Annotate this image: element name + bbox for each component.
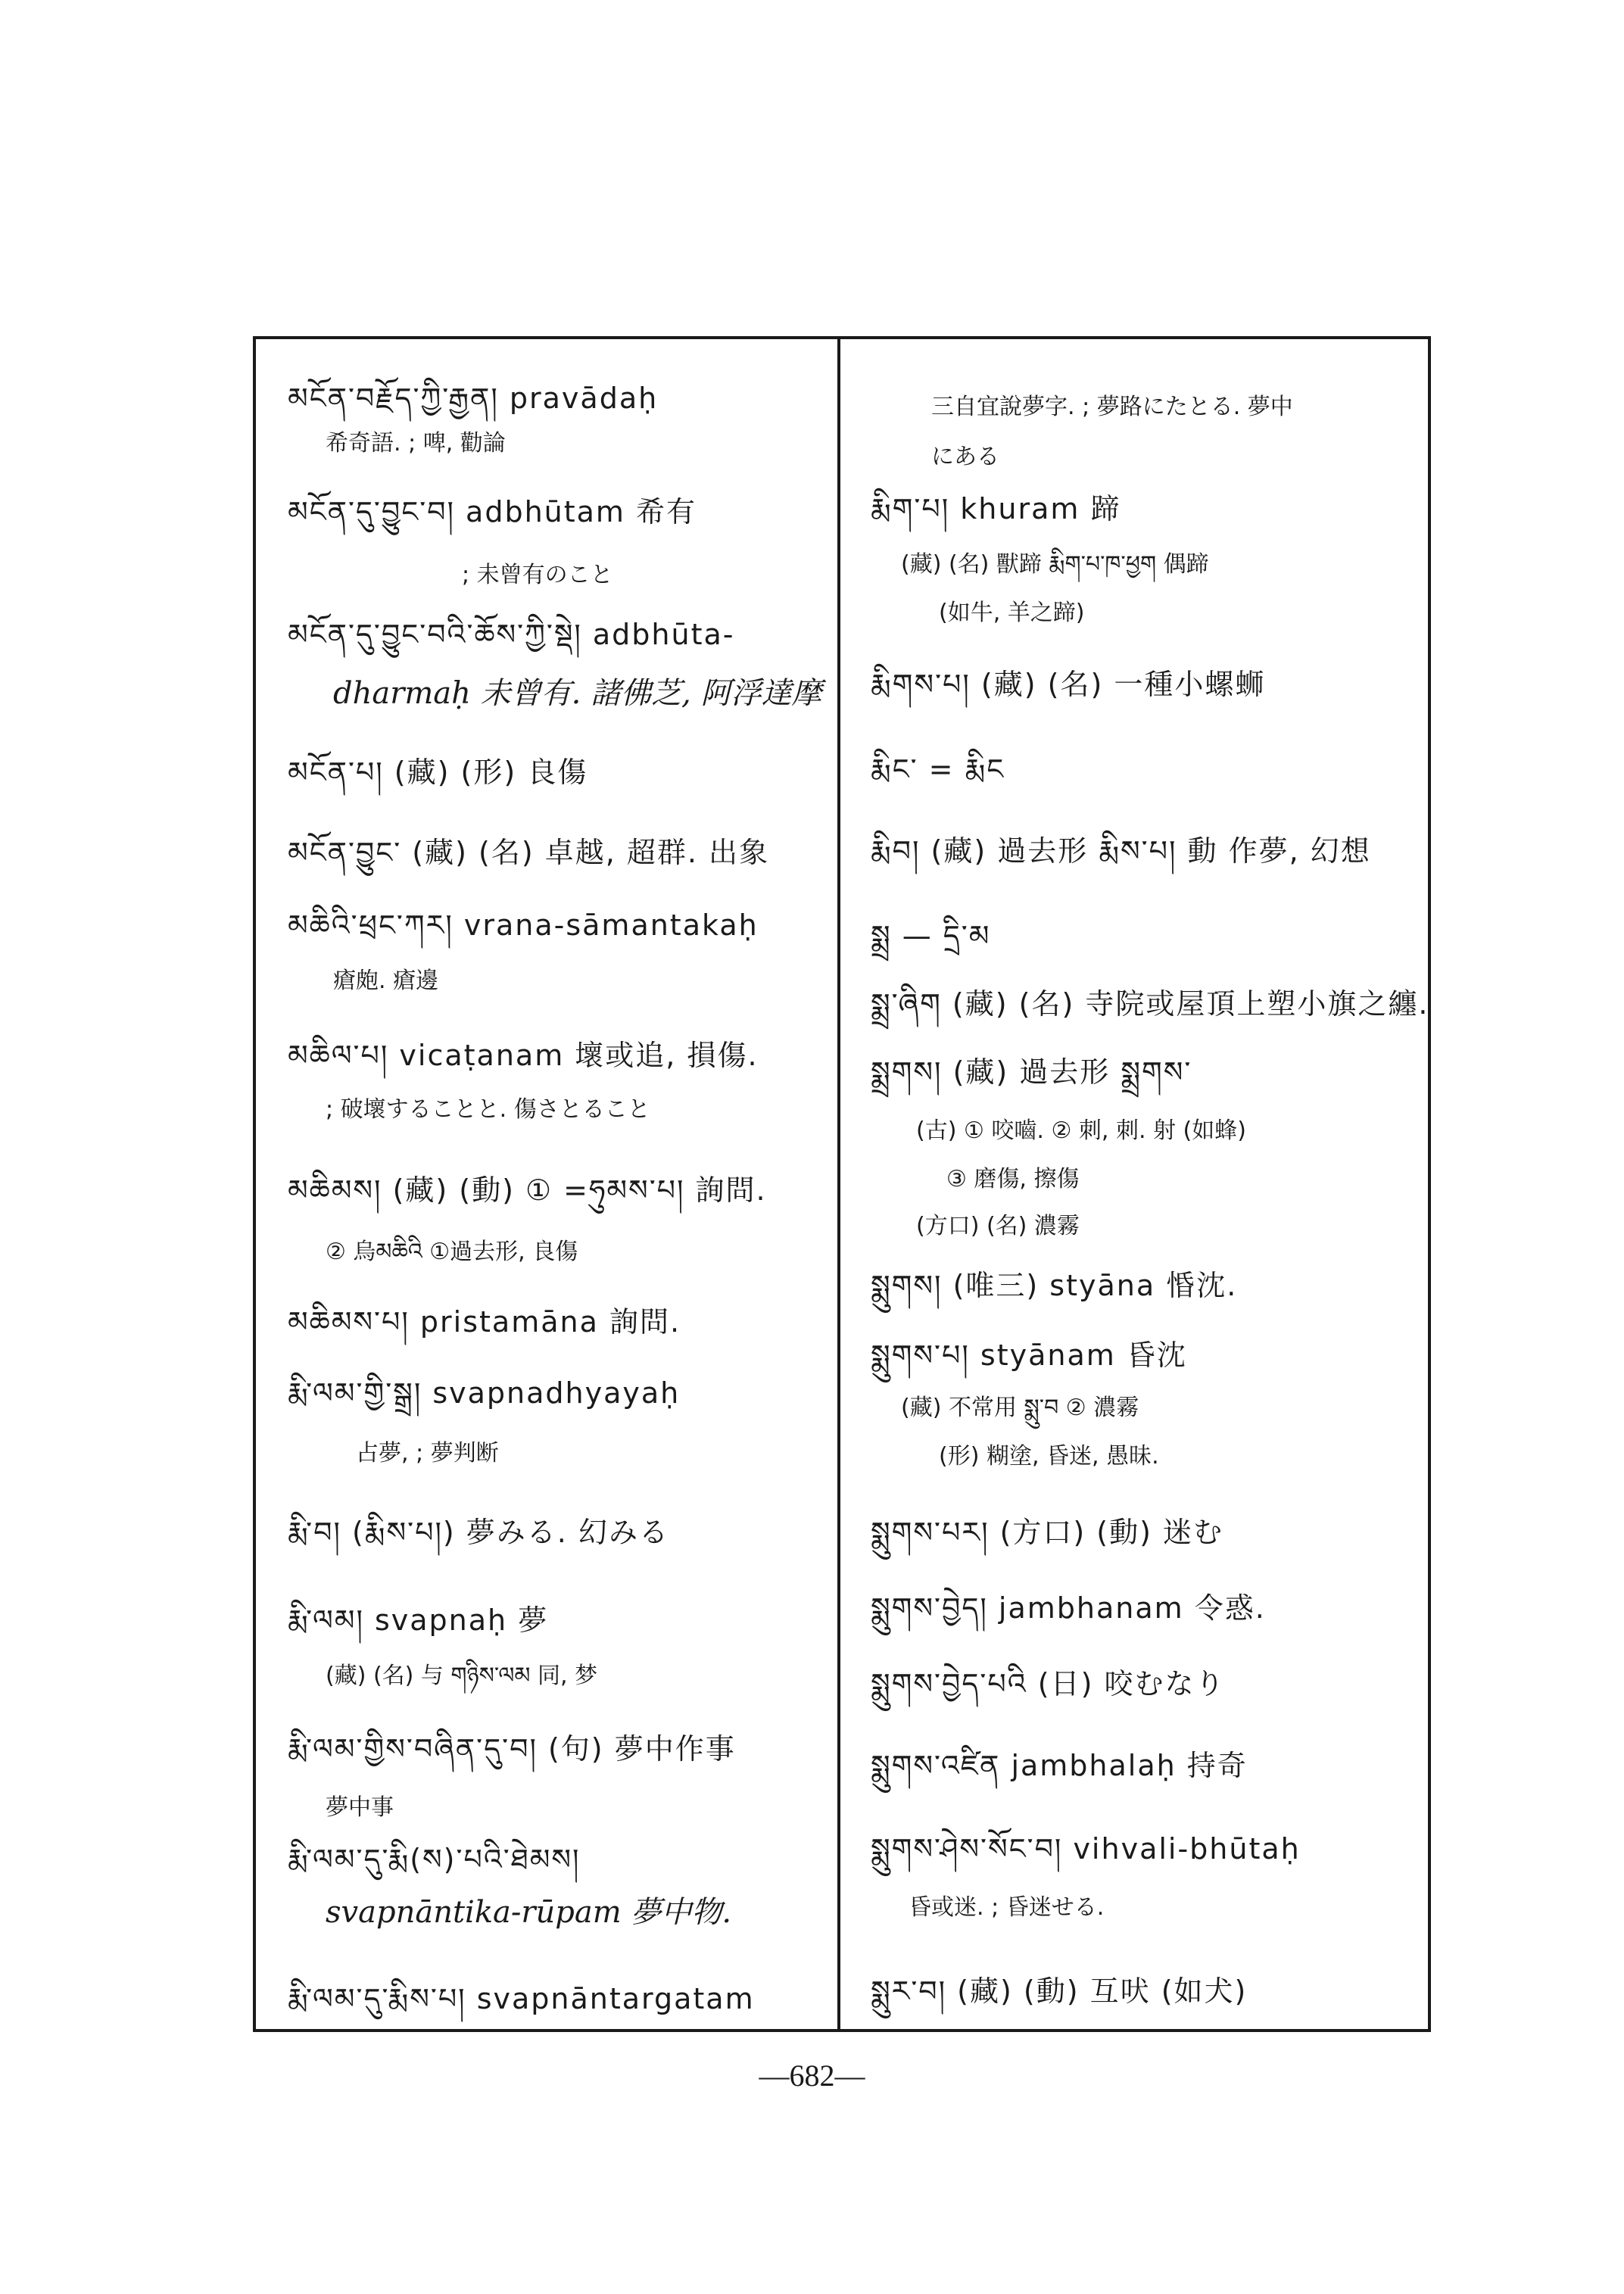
entry-headword: སྨུར་བ། (藏) (動) 互吠 (如犬) [871,1975,1248,2008]
entry-gloss: 三自宜說夢字. ; 夢路にたとる. 夢中 [931,394,1293,420]
entry-headword: སྨྲ — དྲི་མ [871,919,991,952]
entry-headword: སྨུགས་བྱེད། jambhanam 令惑. [871,1591,1266,1625]
entry-gloss: (方口) (名) 濃霧 [916,1213,1080,1239]
entry-gloss: (如牛, 羊之蹄) [939,600,1085,626]
entry-headword: སྨུགས་པར། (方口) (動) 迷む [871,1516,1224,1549]
entry-gloss: 昏或迷. ; 昏迷せる. [909,1894,1105,1921]
entry-headword: མངོན་བརྗོད་ཀྱི་རྒྱན། pravādaḥ [288,382,659,415]
entry-headword: རྨི་ལམ་གྱིས་བཞིན་དུ་བ། (句) 夢中作事 [288,1732,736,1766]
entry-gloss: ③ 磨傷, 擦傷 [946,1166,1080,1192]
entry-headword: མཆིའི་ཕྲང་ཀར། vrana-sāmantakaḥ [288,909,759,942]
entry-headword: རྨི་ལམ་དུ་རྨི(ས)་པའི་ཐེམས། [288,1843,581,1876]
entry-headword: རྨི་བ། (རྨིས་པ།) 夢みる. 幻みる [288,1516,669,1549]
entry-headword: སྨུགས་པ། styānam 昏沈 [871,1339,1187,1372]
entry-headword: སྨུགས་ཤེས་སོང་བ། vihvali-bhūtaḥ [871,1832,1301,1865]
entry-headword: མཆིལ་པ། vicaṭanam 壞或追, 損傷. [288,1039,759,1072]
entry-gloss: 夢中事 [326,1794,394,1821]
entry-gloss: (藏) (名) 獸蹄 རྨིག་པ་ཁ་ཕྱག 偶蹄 [901,551,1209,578]
entry-headword: སྨྲ་ཞིག (藏) (名) 寺院或屋頂上塑小旗之纏. [871,987,1429,1021]
left-column [273,336,833,2032]
entry-headword: སྨུགས་འཛིན jambhalaḥ 持奇 [871,1749,1248,1782]
entry-gloss: ② 烏མཆིའི ①過去形, 良傷 [326,1239,578,1265]
entry-headword: མངོན་བྱུང་ (藏) (名) 卓越, 超群. 出象 [288,836,770,869]
entry-headword: སྨུགས་བྱེད་པའི (日) 咬むなり [871,1667,1226,1700]
entry-gloss: ; 未曾有のこと [462,562,613,588]
entry-gloss: 占夢, ; 夢判断 [356,1440,499,1466]
entry-gloss: 希奇語. ; 啤, 勸論 [326,430,506,457]
right-column [856,336,1429,2032]
entry-headword: མངོན་པ། (藏) (形) 良傷 [288,756,588,789]
entry-headword: རྨི་ལམ་གྱི་སྒྲ། svapnadhyayaḥ [288,1376,681,1410]
entry-headword: མཆིམས་པ། pristamāna 詢問. [288,1305,681,1339]
entry-headword: སྨྲགས། (藏) 過去形 སྨྲགས་ [871,1055,1192,1089]
entry-gloss: dharmaḥ 未曾有. 諸佛芝, 阿浮達摩 [333,676,822,711]
page-number: —682— [759,2059,865,2093]
entry-gloss: (藏) (名) 与 གཉིས་ལམ 同, 梦 [326,1663,598,1689]
entry-gloss: ; 破壞することと. 傷さとること [326,1096,650,1123]
entry-headword: མངོན་དུ་བྱུང་བའི་ཆོས་ཀྱི་སྡེ། adbhūta- [288,618,735,651]
entry-gloss: svapnāntika-rūpam 夢中物. [326,1895,732,1930]
entry-headword: སྨུགས། (唯三) styāna 惛沈. [871,1269,1238,1302]
entry-headword: རྨི་ལམ་དུ་རྨིས་པ། svapnāntargatam [288,1982,755,2015]
entry-gloss: にある [931,444,999,470]
column-divider [837,336,840,2032]
entry-gloss: 瘡皰. 瘡邊 [333,968,439,994]
entry-headword: རྨིགས་པ། (藏) (名) 一種小螺蛳 [871,668,1266,701]
entry-headword: མཆིམས། (藏) (動) ① =ཧུམས་པ། 詢問. [288,1173,767,1207]
entry-gloss: (形) 糊塗, 昏迷, 愚昧. [939,1443,1159,1470]
entry-headword: རྨིང་ = རྨིང [871,753,1005,786]
entry-headword: རྨིག་པ། khuram 蹄 [871,492,1121,525]
entry-headword: རྨི་ལམ། svapnaḥ 夢 [288,1604,549,1637]
entry-headword: མངོན་དུ་བྱུང་བ། adbhūtam 希有 [288,495,697,528]
entry-headword: རྨིབ། (藏) 過去形 རྨིས་པ། 動 作夢, 幻想 [871,834,1371,868]
entry-gloss: (古) ① 咬嚙. ② 刺, 刺. 射 (如蜂) [916,1117,1246,1144]
entry-gloss: (藏) 不常用 སྨུ་བ ② 濃霧 [901,1395,1139,1421]
